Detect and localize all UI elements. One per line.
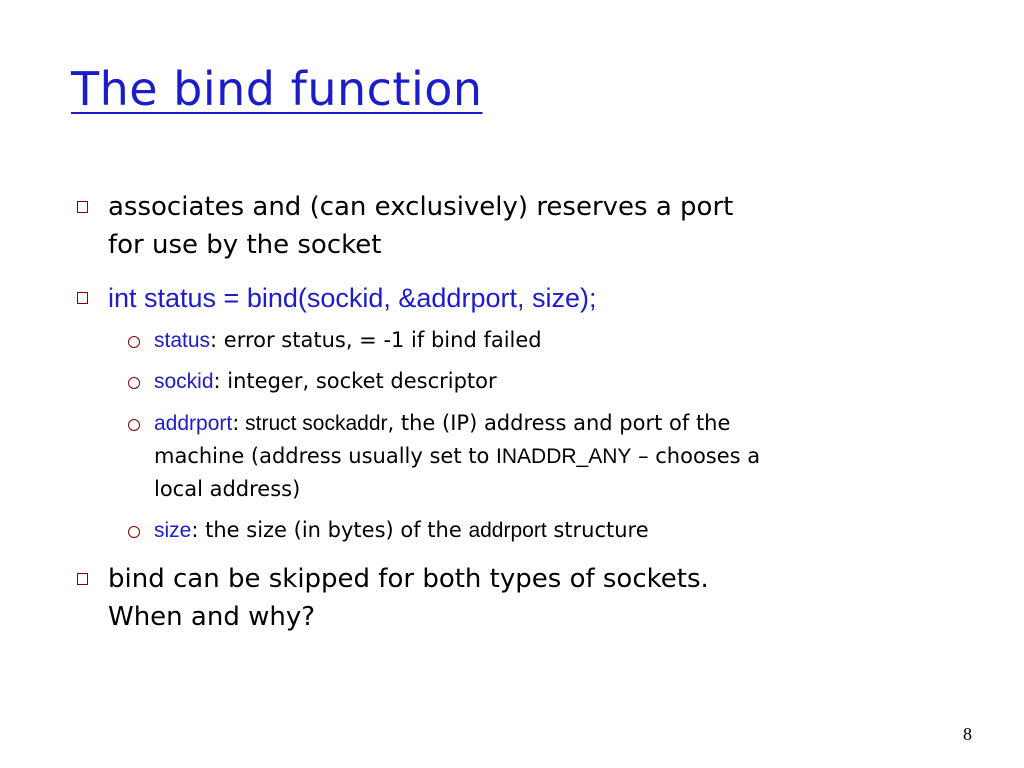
param-description: , the (IP) address and port of the [387,411,731,435]
bullet-text: When and why? [108,602,316,632]
param-description: machine (address usually set to [154,444,497,468]
separator: : [232,411,240,435]
bullet-text: bind can be skipped for both types of sockets. [108,564,709,594]
param-description: local address) [154,477,301,501]
separator: : [191,518,199,542]
param-name: addrport [154,412,233,435]
param-description: structure [546,518,649,542]
circle-bullet-icon [128,526,140,538]
slide-title: The bind function [71,62,483,116]
square-bullet-icon [77,201,88,213]
page-number: 8 [963,724,972,744]
type-name: struct sockaddr [239,412,388,435]
circle-bullet-icon [128,377,140,389]
square-bullet-icon [77,573,88,585]
square-bullet-icon [77,292,88,304]
code-signature: int status = bind(sockid, &addrport, size); [108,283,597,313]
param-description: error status, = -1 if bind failed [217,328,542,352]
param-name: status [154,329,211,352]
param-name: size [154,519,192,542]
struct-reference: addrport [468,519,547,542]
circle-bullet-icon [128,336,140,348]
constant-name: INADDR_ANY [496,445,632,468]
param-name: sockid [154,370,214,393]
param-description: integer, socket descriptor [220,369,497,393]
param-description: the size (in bytes) of the [198,518,469,542]
param-description: – chooses a [631,444,761,468]
separator: : [210,328,218,352]
circle-bullet-icon [128,419,140,431]
bullet-text: associates and (can exclusively) reserves a port [108,192,734,222]
separator: : [213,369,221,393]
bullet-text: for use by the socket [108,230,382,260]
